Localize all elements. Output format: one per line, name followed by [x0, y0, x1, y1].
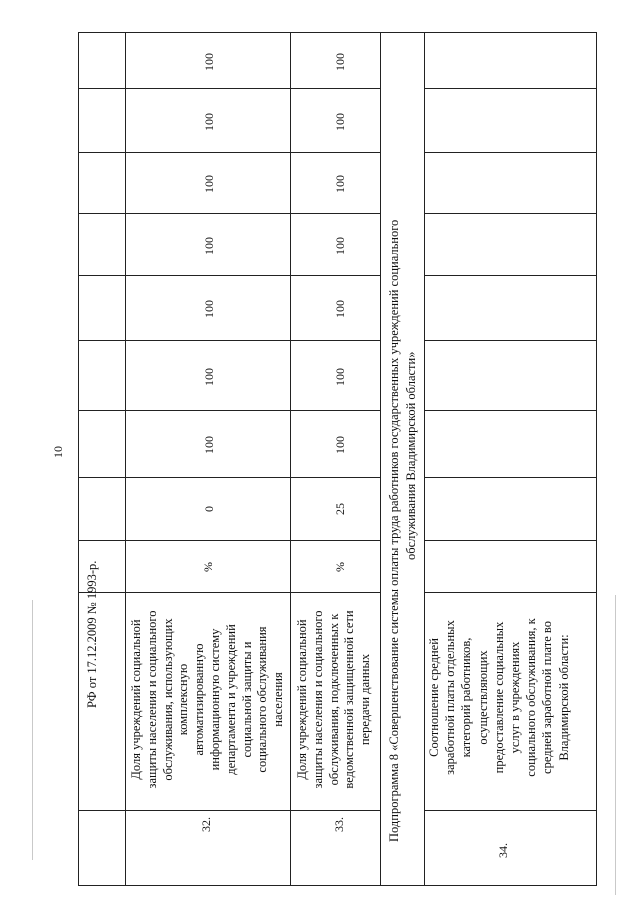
page-number: 10: [51, 446, 65, 458]
name-line: департамента и учреждений: [223, 624, 238, 775]
table-border: [424, 275, 596, 276]
table-border: [78, 410, 380, 411]
value-cell: 100: [333, 174, 347, 193]
row-33-unit: %: [333, 562, 347, 572]
name-line: осуществляющих: [475, 650, 490, 745]
value-cell: 100: [333, 52, 347, 71]
name-line: Доля учреждений социальной: [129, 619, 143, 780]
value-cell: 100: [202, 367, 216, 386]
name-line: населения: [271, 672, 286, 727]
name-line: предоставление социальных: [491, 621, 506, 774]
table-border: [78, 810, 125, 811]
table-border: [424, 540, 596, 541]
table-border: [424, 477, 596, 478]
row-32-unit: %: [201, 562, 215, 572]
value-cell: 100: [202, 236, 216, 255]
table-border: [78, 592, 380, 593]
value-cell: 25: [333, 503, 347, 515]
value-cell: 100: [333, 112, 347, 131]
name-line: средней заработной плате во: [540, 621, 555, 774]
table-border: [78, 477, 380, 478]
table-border: [290, 32, 291, 886]
name-line: защиты населения и социального: [144, 610, 159, 789]
name-line: социального обслуживания, к: [524, 618, 539, 777]
value-cell: 100: [202, 174, 216, 193]
value-cell: 100: [333, 435, 347, 454]
name-line: обслуживания, использующих: [160, 618, 175, 781]
table-border: [78, 32, 79, 886]
name-line: Соотношение средней: [427, 638, 441, 757]
table-border: [78, 340, 380, 341]
name-line: категорий работников,: [459, 637, 474, 758]
name-line: защиты населения и социального: [310, 610, 325, 789]
value-cell: 100: [202, 112, 216, 131]
name-line: Доля учреждений социальной: [295, 619, 309, 780]
name-line: ведомственной защищенной сети: [342, 610, 357, 789]
scan-edge-line: [32, 600, 33, 860]
table-border: [424, 32, 425, 886]
value-cell: 100: [202, 435, 216, 454]
name-line: автоматизированную: [192, 643, 207, 756]
table-border: [596, 32, 597, 886]
table-border: [424, 213, 596, 214]
name-line: обслуживания, подключенных к: [326, 613, 341, 786]
table-border: [78, 213, 380, 214]
row-32-number: 32.: [199, 817, 213, 832]
value-cell: 100: [333, 367, 347, 386]
name-line: передачи данных: [358, 653, 373, 746]
name-line: информационную систему: [208, 628, 222, 771]
table-border: [78, 540, 380, 541]
row-33-number: 33.: [332, 817, 346, 832]
table-border: [78, 275, 380, 276]
table-border: [424, 152, 596, 153]
table-border: [380, 32, 381, 886]
table-border: [424, 88, 596, 89]
row-34-number: 34.: [496, 843, 510, 858]
table-border: [424, 410, 596, 411]
name-line: Владимирской области:: [556, 634, 571, 761]
table-border: [125, 32, 126, 886]
subprogram-title-line2: обслуживания Владимирской области»: [404, 351, 418, 560]
value-cell: 100: [202, 52, 216, 71]
table-border: [78, 885, 596, 886]
name-line: социального обслуживания: [255, 626, 270, 773]
value-cell: 100: [333, 236, 347, 255]
value-cell: 100: [202, 299, 216, 318]
table-border: [78, 88, 380, 89]
name-line: социальной защиты и: [239, 641, 254, 758]
continuation-text: РФ от 17.12.2009 № 1993-р.: [85, 560, 99, 708]
subprogram-title-line1: Подпрограмма 8 «Совершенствование системы оплаты труда работников государственных учреждений социального: [387, 219, 401, 842]
table-border: [78, 152, 380, 153]
table-border: [424, 340, 596, 341]
name-line: услуг в учреждениях: [508, 641, 522, 754]
name-line: комплексную: [176, 663, 191, 736]
table-border: [78, 32, 596, 33]
value-cell: 0: [202, 505, 216, 512]
table-border: [424, 592, 596, 593]
name-line: заработной платы отдельных: [443, 620, 458, 775]
value-cell: 100: [333, 299, 347, 318]
